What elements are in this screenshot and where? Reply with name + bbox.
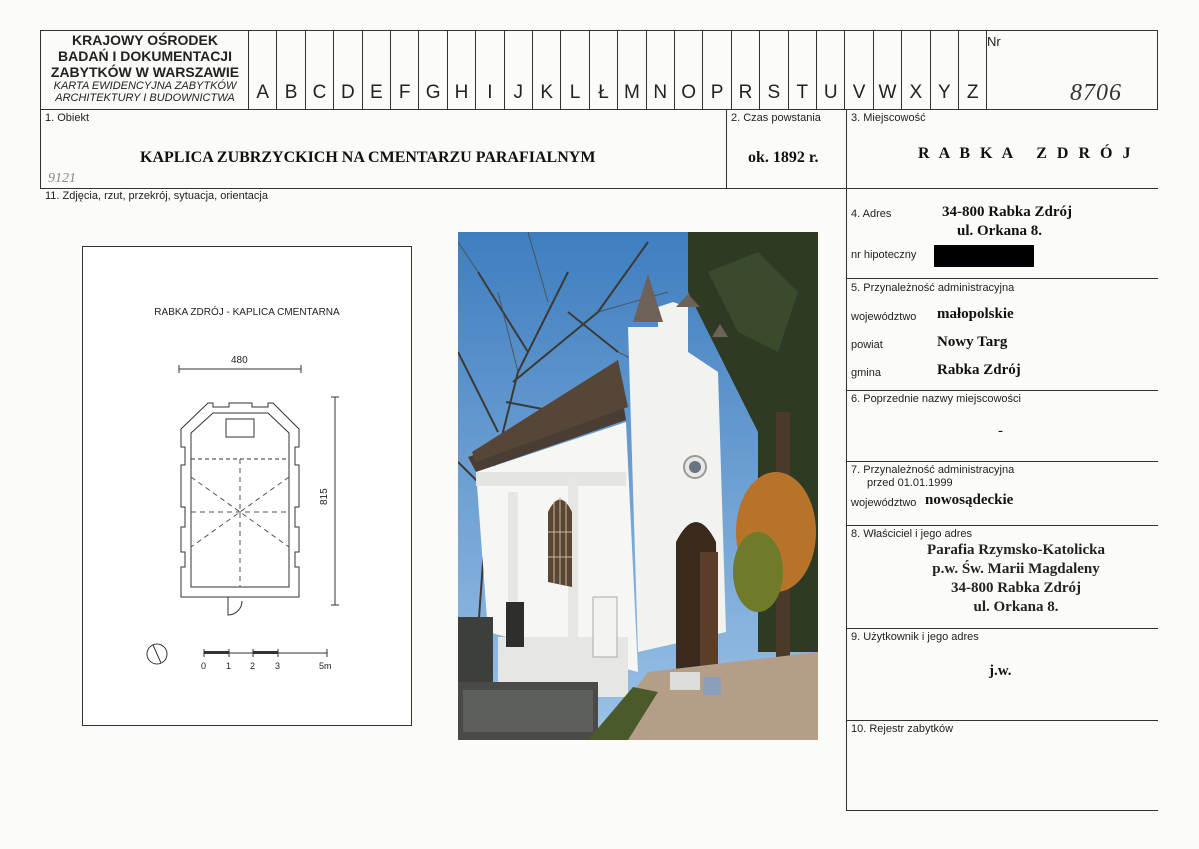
- institution-line-2: BADAŃ I DOKUMENTACJI: [58, 48, 232, 64]
- nr-handwritten: 8706: [1070, 80, 1122, 106]
- scale-1: 1: [226, 661, 232, 671]
- wlasciciel-value: [846, 541, 1186, 617]
- hipoteczny-redaction: [934, 245, 1034, 267]
- przynaleznosc-old-label: 7. Przynależność administracyjna: [851, 464, 1015, 476]
- czas-value: ok. 1892 r.: [748, 149, 819, 166]
- letter-cell-W: W: [874, 30, 902, 110]
- uzytkownik-value: j.w.: [989, 663, 1012, 679]
- side-number: 9121: [48, 171, 76, 186]
- letter-cell-Ł: Ł: [590, 30, 618, 110]
- letter-cell-E: E: [363, 30, 391, 110]
- letter-cell-V: V: [845, 30, 873, 110]
- adres-label: 4. Adres: [851, 208, 892, 220]
- miejscowosc-label: 3. Miejscowość: [851, 112, 926, 124]
- letter-cell-Z: Z: [959, 30, 987, 110]
- wlasciciel-line-2: p.w. Św. Marii Magdaleny: [932, 561, 1100, 577]
- powiat-label: powiat: [851, 339, 883, 351]
- letter-cell-G: G: [419, 30, 447, 110]
- obiekt-value: KAPLICA ZUBRZYCKICH NA CMENTARZU PARAFIALNYM: [140, 149, 596, 166]
- wlasciciel-label: 8. Właściciel i jego adres: [851, 528, 973, 540]
- adres-line-1: 34-800 Rabka Zdrój: [942, 204, 1073, 220]
- letter-cell-U: U: [817, 30, 845, 110]
- poprzednie-label: 6. Poprzednie nazwy miejscowości: [851, 393, 1021, 405]
- obiekt-label: 1. Obiekt: [45, 112, 90, 124]
- letter-cell-L: L: [561, 30, 589, 110]
- plan-title: RABKA ZDRÓJ - KAPLICA CMENTARNA: [154, 307, 340, 318]
- gmina-label: gmina: [851, 367, 881, 379]
- subtitle-line-2: ARCHITEKTURY I BUDOWNICTWA: [55, 92, 235, 104]
- letter-cell-M: M: [618, 30, 646, 110]
- letter-cell-I: I: [476, 30, 504, 110]
- miejscowosc-value: R A B K A Z D R Ó J: [918, 145, 1134, 162]
- letter-cell-P: P: [703, 30, 731, 110]
- letter-cell-Y: Y: [931, 30, 959, 110]
- wlasciciel-line-3: 34-800 Rabka Zdrój: [950, 580, 1081, 596]
- width-dimension: 480: [231, 355, 248, 366]
- zdjecia-label: 11. Zdjęcia, rzut, przekrój, sytuacja, orientacja: [45, 190, 268, 202]
- letter-cell-A: A: [249, 30, 277, 110]
- letter-cell-B: B: [277, 30, 305, 110]
- scale-0: 0: [201, 661, 207, 671]
- chapel-photograph: [458, 232, 818, 740]
- powiat-value: Nowy Targ: [937, 334, 1008, 350]
- scale-3: 3: [275, 661, 281, 671]
- wojewodztwo-value: małopolskie: [937, 306, 1014, 322]
- letter-cell-O: O: [675, 30, 703, 110]
- institution-line-1: KRAJOWY OŚRODEK: [72, 32, 218, 48]
- letter-cell-K: K: [533, 30, 561, 110]
- institution-line-3: ZABYTKÓW W WARSZAWIE: [50, 64, 240, 80]
- czas-label: 2. Czas powstania: [731, 112, 821, 124]
- uzytkownik-label: 9. Użytkownik i jego adres: [851, 631, 979, 643]
- adres-line-2: ul. Orkana 8.: [957, 223, 1043, 239]
- wojewodztwo-old-label: województwo: [851, 497, 917, 509]
- letter-cell-H: H: [448, 30, 476, 110]
- floor-plan-panel: [82, 246, 412, 726]
- nr-label: Nr: [987, 34, 1001, 49]
- letter-cell-J: J: [505, 30, 533, 110]
- letter-cell-C: C: [306, 30, 334, 110]
- wlasciciel-line-1: Parafia Rzymsko-Katolicka: [927, 542, 1105, 558]
- wojewodztwo-label: województwo: [851, 311, 917, 323]
- przynaleznosc-old-sub: przed 01.01.1999: [867, 477, 953, 489]
- rejestr-label: 10. Rejestr zabytków: [851, 723, 954, 735]
- hipoteczny-label: nr hipoteczny: [851, 249, 917, 261]
- subtitle-line-1: KARTA EWIDENCYJNA ZABYTKÓW: [53, 80, 237, 92]
- gmina-value: Rabka Zdrój: [937, 362, 1021, 378]
- letter-cell-N: N: [647, 30, 675, 110]
- height-dimension: 815: [319, 488, 330, 505]
- letter-cell-R: R: [732, 30, 760, 110]
- letter-cell-S: S: [760, 30, 788, 110]
- letter-cell-F: F: [391, 30, 419, 110]
- scale-2: 2: [250, 661, 256, 671]
- wojewodztwo-old-value: nowosądeckie: [925, 492, 1014, 508]
- wlasciciel-line-4: ul. Orkana 8.: [973, 599, 1059, 615]
- letter-cell-X: X: [902, 30, 930, 110]
- scale-5m: 5m: [319, 661, 332, 671]
- poprzednie-value: -: [998, 423, 1003, 439]
- letter-cell-T: T: [789, 30, 817, 110]
- letter-cell-D: D: [334, 30, 362, 110]
- floor-plan-drawing: [83, 247, 413, 727]
- przynaleznosc-label: 5. Przynależność administracyjna: [851, 282, 1015, 294]
- institution-block: [42, 32, 248, 104]
